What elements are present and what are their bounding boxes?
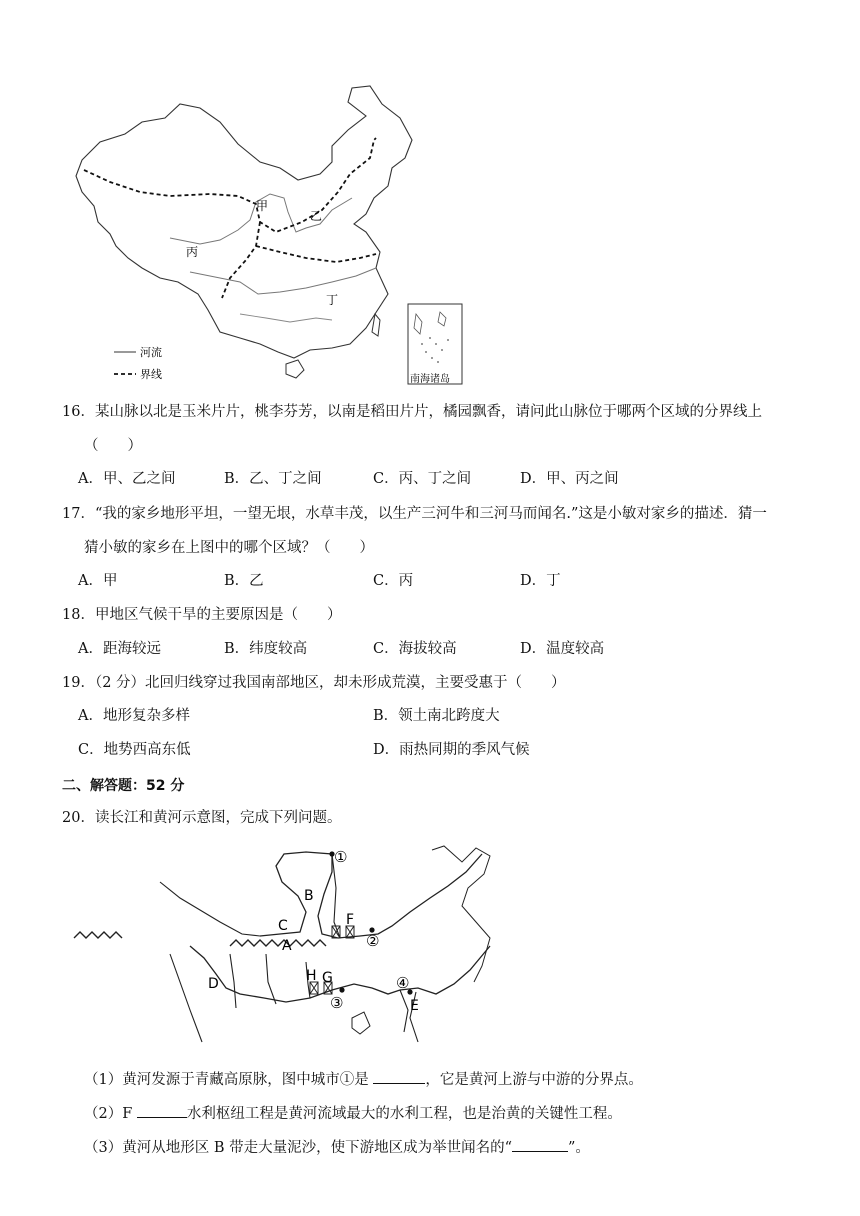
region-ding-label: 丁: [326, 293, 339, 307]
section-2-title: 二、解答题：52 分: [62, 778, 185, 794]
q18-text-line1: 18．甲地区气候干旱的主要原因是（ ）: [62, 607, 342, 623]
china-outline: [76, 86, 412, 358]
q17-text-line2: 猜小敏的家乡在上图中的哪个区域？（ ）: [84, 540, 374, 556]
label-b: B: [304, 888, 314, 904]
dongting-lake: [352, 1012, 370, 1034]
inset-label: 南海诸岛: [410, 374, 450, 385]
q20-sub3-post: ”。: [568, 1140, 590, 1156]
q20-sub1-post: ，它是黄河上游与中游的分界点。: [425, 1072, 643, 1088]
mountain-symbols-west: [74, 932, 122, 938]
yangtze-tributary-1: [170, 954, 202, 1042]
yellow-river-tributary-1: [332, 854, 340, 938]
q19-option-d[interactable]: D．雨热同期的季风气候: [373, 742, 530, 758]
label-a: A: [282, 938, 292, 954]
city-3-dot: [339, 987, 344, 992]
q16-option-a[interactable]: A．甲、乙之间: [78, 471, 176, 487]
legend-boundary-label: 界线: [140, 368, 162, 381]
label-d: D: [208, 976, 219, 992]
q20-sub3-answer-blank[interactable]: [512, 1136, 568, 1152]
q18-option-c[interactable]: C．海拔较高: [373, 641, 457, 657]
yangtze-tributary-3: [266, 954, 276, 1004]
yellow-river: [260, 852, 482, 938]
q19-option-c[interactable]: C．地势西高东低: [78, 742, 191, 758]
q20-sub1: [84, 1068, 643, 1090]
yangtze-tributary-5: [400, 990, 408, 1032]
q17-text-line1: 17．“我的家乡地形平坦，一望无垠，水草丰茂，以生产三河牛和三河马而闻名.”这是小敏对家乡的描述．猜一: [62, 506, 767, 522]
label-city-2: ②: [366, 932, 380, 950]
q16-text-line1: 16．某山脉以北是玉米片片，桃李芬芳，以南是稻田片片，橘园飘香，请问此山脉位于哪两个区域的分界线上: [62, 404, 762, 420]
q16-text-line2: （ ）: [84, 438, 142, 454]
q18-option-b[interactable]: B．纬度较高: [224, 641, 308, 657]
label-h: H: [306, 968, 317, 984]
q16-option-d[interactable]: D．甲、丙之间: [520, 471, 619, 487]
q17-option-d[interactable]: D．丁: [520, 573, 561, 589]
q17-option-c[interactable]: C．丙: [373, 573, 414, 589]
qinling-huaihe-boundary: [256, 246, 376, 262]
q17-option-a[interactable]: A．甲: [78, 573, 118, 589]
hainan-island: [286, 360, 304, 378]
yangtze-tributary-2: [230, 954, 236, 1008]
region-jia-label: 甲: [256, 199, 269, 213]
label-f: F: [346, 912, 355, 928]
label-city-3: ③: [330, 994, 344, 1012]
china-regions-map: [70, 82, 470, 387]
q20-sub1-circled: ①: [339, 1072, 355, 1088]
label-c: C: [278, 918, 288, 934]
region-bing-label: 丙: [186, 245, 199, 259]
q16-option-c[interactable]: C．丙、丁之间: [373, 471, 472, 487]
pearl-river: [240, 314, 332, 322]
legend-river-label: 河流: [140, 346, 162, 359]
mountain-symbols-center: [230, 940, 326, 946]
q19-option-b[interactable]: B．领土南北跨度大: [373, 708, 500, 724]
q20-sub3-pre: （3）黄河从地形区 B 带走大量泥沙，使下游地区成为举世闻名的“: [84, 1140, 513, 1156]
q20-sub2: [84, 1102, 622, 1124]
q20-intro: 20．读长江和黄河示意图，完成下列问题。: [62, 810, 342, 826]
q17-option-b[interactable]: B．乙: [224, 573, 264, 589]
label-city-4: ④: [396, 974, 410, 992]
label-city-1: ①: [334, 848, 348, 866]
q20-sub1-answer-blank[interactable]: [373, 1068, 425, 1084]
label-e: E: [410, 998, 419, 1014]
q20-sub2-pre: （2）F: [84, 1106, 133, 1122]
q20-sub1-pre: （1）黄河发源于青藏高原脉，图中城市: [84, 1072, 340, 1088]
q20-sub1-mid: 是: [354, 1072, 369, 1088]
q20-sub2-answer-blank[interactable]: [137, 1102, 187, 1118]
yellow-river-tributary-2: [160, 882, 260, 936]
q19-text-line1: 19．（2 分）北回归线穿过我国南部地区，却未形成荒漠，主要受惠于（ ）: [62, 675, 566, 691]
region-yi-label: 乙: [310, 209, 323, 223]
yangtze-yellow-river-map: [70, 842, 500, 1052]
q20-sub3: [84, 1136, 590, 1158]
q19-option-a[interactable]: A．地形复杂多样: [78, 708, 190, 724]
qinghai-tibet-boundary: [222, 222, 260, 298]
q16-option-b[interactable]: B．乙、丁之间: [224, 471, 322, 487]
yangtze-river: [190, 268, 376, 294]
coastline: [432, 846, 490, 982]
q20-sub2-post: 水利枢纽工程是黄河流域最大的水利工程，也是治黄的关键性工程。: [186, 1106, 622, 1122]
q18-option-d[interactable]: D．温度较高: [520, 641, 605, 657]
label-g: G: [322, 970, 333, 986]
q18-option-a[interactable]: A．距海较远: [78, 641, 161, 657]
